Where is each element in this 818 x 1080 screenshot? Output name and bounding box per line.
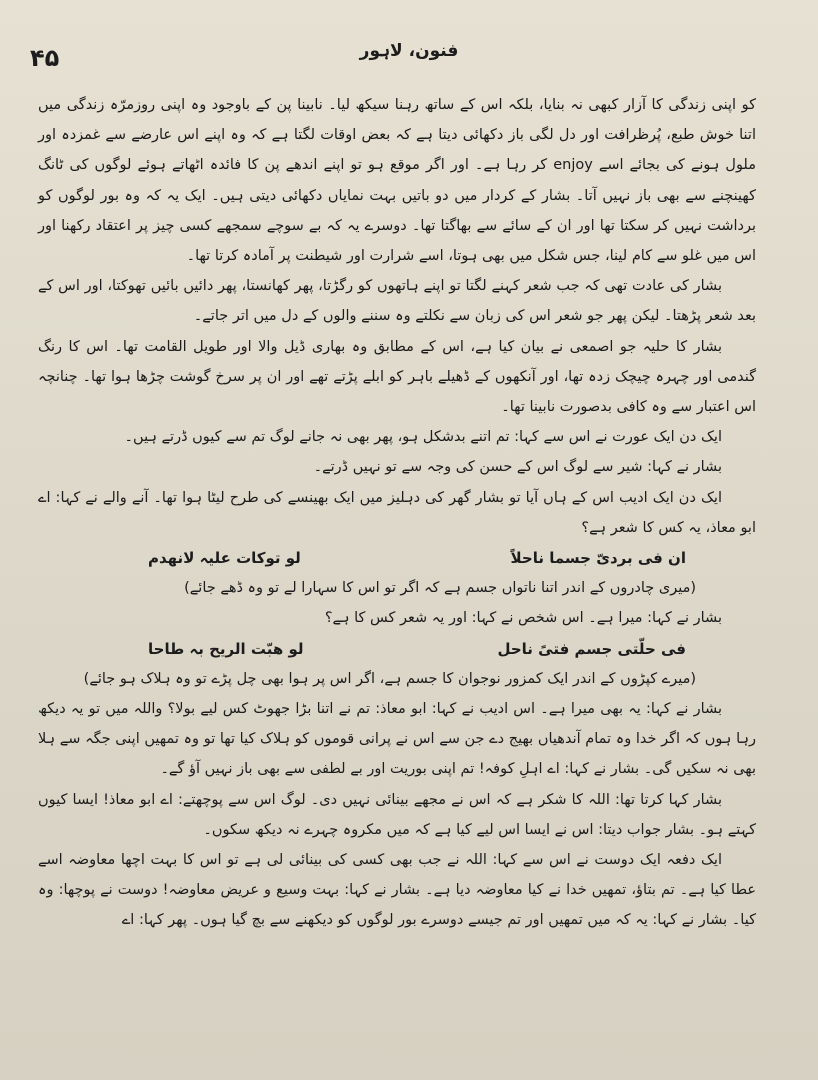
- verse-translation: (میرے کپڑوں کے اندر ایک کمزور نوجوان کا جسم ہے، اگر اس پر ہوا بھی چل پڑے تو وہ ہلاک ہو جائے): [83, 670, 696, 687]
- paragraph: بشار کا حلیہ جو اصمعی نے بیان کیا ہے، اس کے مطابق وہ بھاری ڈیل والا اور طویل القامت تھا۔ اس کا رنگ گندمی اور چہرہ چیچک زدہ تھا، اور آنکھوں کے ڈھیلے باہر کو ابلے پڑتے تھے اور ان پر سرخ گوشت چڑھا ہوا تھا۔ چنانچہ اس اعتبار سے وہ کافی بدصورت نابینا تھا۔: [38, 338, 756, 416]
- paragraph: بشار نے کہا: میرا ہے۔ اس شخص نے کہا: اور یہ شعر کس کا ہے؟: [324, 610, 722, 627]
- paragraph: ایک دفعہ ایک دوست نے اس سے کہا: اللہ نے جب بھی کسی کی بینائی لی ہے تو اس کا بہت اچھا معاوضہ اسے عطا کیا ہے۔ تم بتاؤ، تمھیں خدا نے کیا معاوضہ دیا ہے۔ بشار نے کہا: بہت وسیع و عریض معاوضہ! دوست نے پوچھا: وہ کیا۔ بشار نے کہا: یہ کہ میں تمھیں اور تم جیسے دوسرے بور لوگوں کو دیکھنے سے بچ گیا ہوں۔ پھر کہا: اے: [38, 852, 756, 929]
- paragraph: بشار کی عادت تھی کہ جب شعر کہنے لگتا تو اپنے ہاتھوں کو رگڑتا، پھر کھانستا، پھر دائیں بائیں تھوکتا، اور اس کے بعد شعر پڑھتا۔ لیکن پھر جو شعر اس کی زبان سے نکلتے وہ سننے والوں کے دل میں اتر جاتے۔: [38, 278, 756, 325]
- verse-hemistich-second: لو ھبّت الریح بہ طاحا: [148, 639, 304, 658]
- arabic-verse: [38, 634, 756, 664]
- body-text: [38, 90, 756, 936]
- paragraph: بشار نے کہا: یہ بھی میرا ہے۔ اس ادیب نے کہا: ابو معاذ: تم نے اتنا بڑا جھوٹ کس لیے بولا؟ واللہ میں تو یہ دیکھ رہا ہوں کہ اگر خدا وہ تمام آندھیاں بھیج دے جن سے اس نے پرانی قوموں کو ہلاک کیا تھا تو وہ تمھیں اپنی جگہ سے ہلا بھی نہ سکیں گی۔ بشار نے کہا: اے اہلِ کوفہ! تم اپنی بوریت اور بے لطفی سے بھی باز نہیں آؤ گے۔: [38, 701, 756, 778]
- verse-hemistich-first: فی حلّتی جسم فتیً ناحل: [497, 639, 686, 658]
- paragraph: ایک دن ایک عورت نے اس سے کہا: تم اتنے بدشکل ہو، پھر بھی نہ جانے لوگ تم سے کیوں ڈرتے ہیں۔: [124, 429, 722, 446]
- verse-translation: (میری چادروں کے اندر اتنا ناتواں جسم ہے کہ اگر تو اس کا سہارا لے تو وہ ڈھے جائے): [184, 580, 696, 597]
- running-title: فنون، لاہور: [359, 41, 459, 61]
- paragraph: بشار نے کہا: شیر سے لوگ اس کے حسن کی وجہ سے تو نہیں ڈرتے۔: [313, 459, 722, 476]
- verse-hemistich-second: لو توکات علیہ لانھدم: [148, 549, 301, 568]
- verse-hemistich-first: ان فی بردیّ جسما ناحلاً: [510, 549, 686, 568]
- paragraph: ایک دن ایک ادیب اس کے ہاں آیا تو بشار گھر کی دہلیز میں ایک بھینسے کی طرح لیٹا ہوا تھا۔ آنے والے نے کہا: اے ابو معاذ، یہ کس کا شعر ہے؟: [38, 489, 756, 536]
- paragraph: کو اپنی زندگی کا آزار کبھی نہ بنایا، بلکہ اس کے ساتھ رہنا سیکھ لیا۔ نابینا پن کے باوجود وہ اپنی روزمرّہ زندگی میں اتنا خوش طبع، پُرظرافت اور دل لگی باز دکھائی دیتا ہے کہ بعض اوقات لگتا ہے کہ وہ اپنے اس عارضے سے غمزدہ اور ملول ہونے کی بجائے اسے enjoy کر رہا ہے۔ اور اگر موقع ہو تو اپنے اندھے پن کا فائدہ اٹھاتے ہوئے لوگوں کی ٹانگ کھینچنے سے بھی باز نہیں آتا۔ بشار کے کردار میں دو باتیں بہت نمایاں دکھائی دیتی ہیں۔ ایک یہ کہ وہ بور لوگوں کو برداشت نہیں کر سکتا تھا اور ان کے سائے سے بھاگتا تھا۔ دوسرے یہ کہ بے سوچے سمجھے کسی چیز پر اعتقاد رکھنا اور اس میں غلو سے کام لینا، جس شکل میں بھی ہوتا، اسے شرارت اور شیطنت پر آمادہ کرتا تھا۔: [38, 97, 757, 265]
- arabic-verse: [38, 543, 756, 573]
- page-number: ۴۵: [30, 44, 60, 72]
- paragraph: بشار کہا کرتا تھا: اللہ کا شکر ہے کہ اس نے مجھے بینائی نہیں دی۔ لوگ اس سے پوچھتے: اے ابو معاذ! ایسا کیوں کہتے ہو۔ بشار جواب دیتا: اس نے ایسا اس لیے کیا ہے کہ میں مکروہ چہرے نہ دیکھ سکوں۔: [38, 791, 756, 838]
